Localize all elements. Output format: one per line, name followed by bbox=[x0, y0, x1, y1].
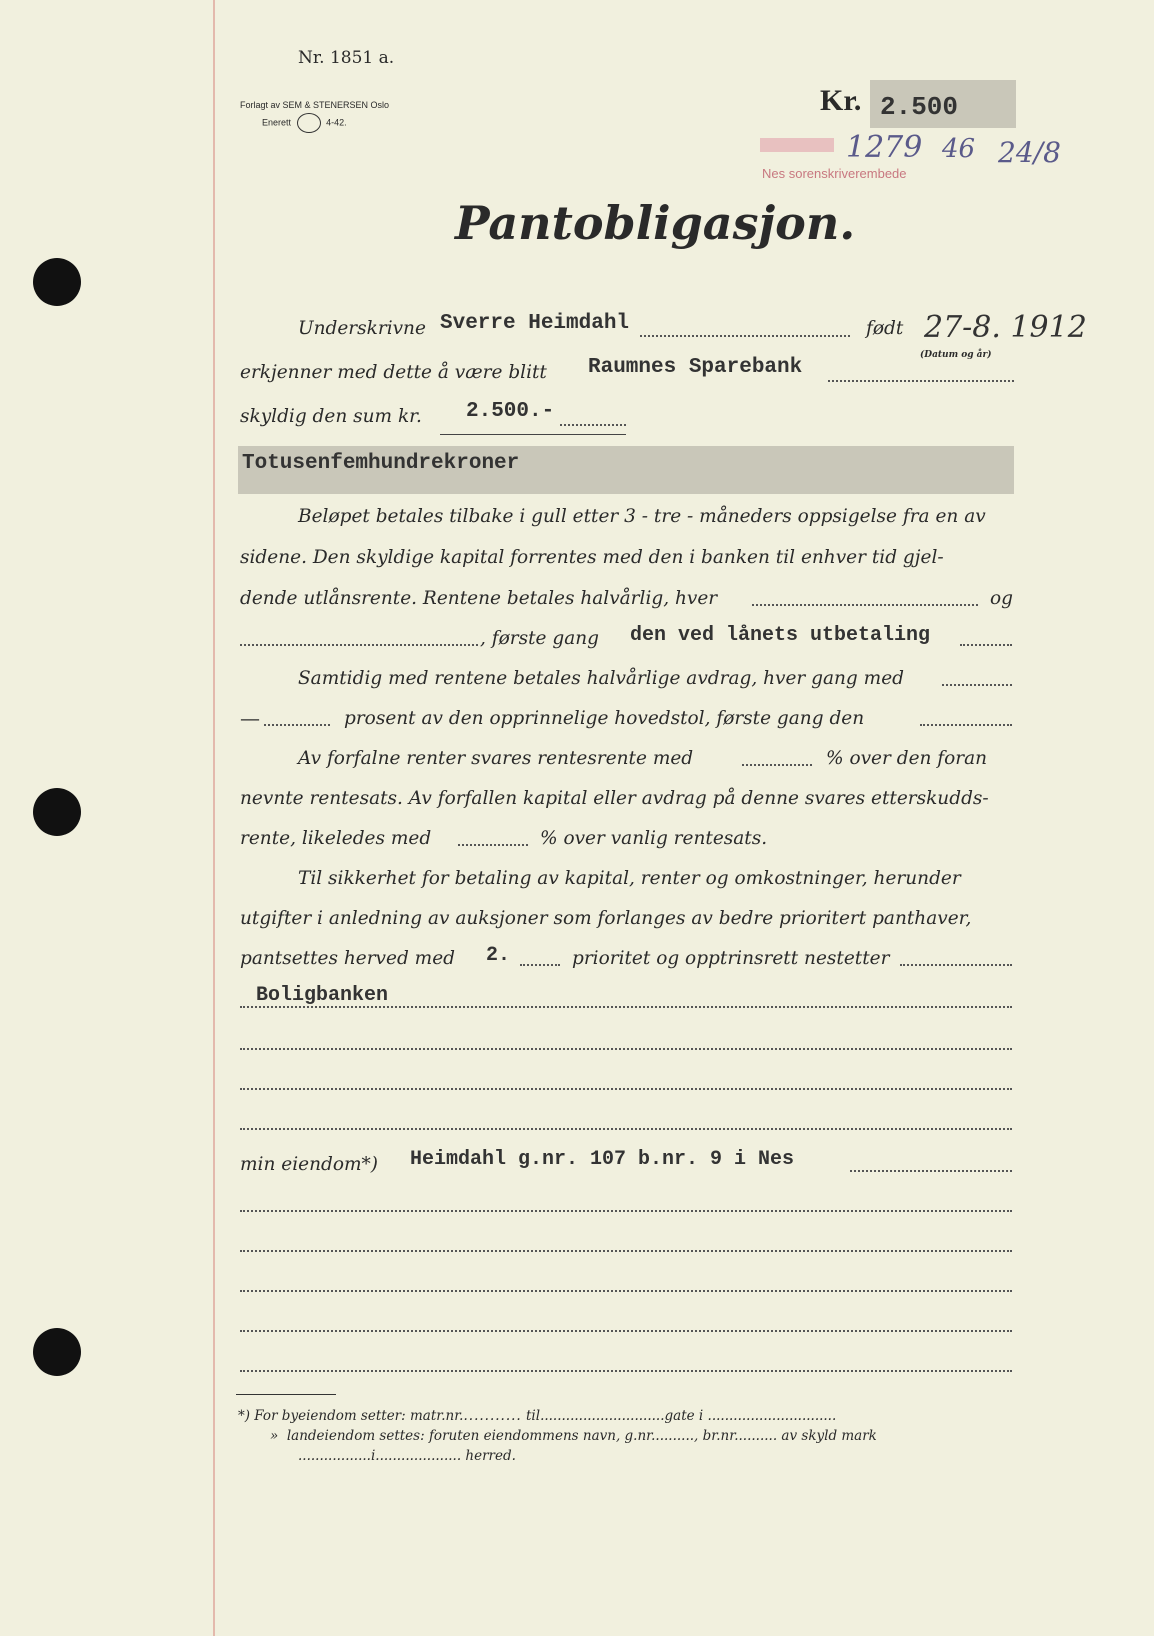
dotted-line bbox=[920, 724, 1012, 726]
dotted-line bbox=[640, 335, 850, 337]
punch-hole bbox=[33, 258, 81, 306]
priority-value: 2. bbox=[486, 944, 511, 967]
body-line: rente, likeledes med bbox=[240, 828, 432, 849]
owe-value: 2.500.- bbox=[466, 400, 555, 423]
installment-dash: — bbox=[240, 706, 260, 730]
dotted-line bbox=[960, 644, 1012, 646]
stamp-office: Nes sorenskriverembede bbox=[762, 166, 907, 181]
born-hint: (Datum og år) bbox=[920, 350, 992, 360]
red-stamp-mark bbox=[760, 138, 834, 152]
stamp-number: 1279 bbox=[846, 130, 923, 165]
dotted-line bbox=[240, 1006, 1012, 1008]
footnote-line-2: » landeiendom settes: foruten eiendommens navn, g.nr.........., br.nr.......... av skyld mark bbox=[270, 1428, 877, 1444]
publisher-logo-icon bbox=[297, 113, 321, 133]
born-value: 27-8. 1912 bbox=[924, 310, 1087, 345]
footnote-line-1: *) For byeiendom setter: matr.nr............ til.............................gate i .............................. bbox=[238, 1408, 837, 1424]
stamp-date: 24/8 bbox=[998, 136, 1061, 169]
dotted-line bbox=[742, 764, 812, 766]
dotted-line bbox=[240, 1210, 1012, 1212]
owe-label: skyldig den sum kr. bbox=[240, 406, 422, 427]
dotted-line bbox=[458, 844, 528, 846]
dotted-line bbox=[240, 1370, 1012, 1372]
dotted-line bbox=[240, 1128, 1012, 1130]
kr-amount: 2.500 bbox=[880, 92, 959, 122]
punch-hole bbox=[33, 1328, 81, 1376]
body-line: Til sikkerhet for betaling av kapital, renter og omkostninger, herunder bbox=[298, 868, 961, 889]
document-title: Pantobligasjon. bbox=[455, 196, 856, 250]
footnote-rule bbox=[236, 1394, 336, 1395]
body-line: sidene. Den skyldige kapital forrentes med den i banken til enhver tid gjel- bbox=[240, 547, 944, 568]
form-number: Nr. 1851 a. bbox=[298, 48, 395, 68]
body-line: Samtidig med rentene betales halvårlige avdrag, hver gang med bbox=[298, 668, 904, 689]
first-payment-value: den ved lånets utbetaling bbox=[630, 624, 931, 647]
publisher-line: Forlagt av SEM & STENERSEN Oslo bbox=[240, 100, 390, 110]
dotted-line bbox=[752, 604, 978, 606]
margin-line bbox=[213, 0, 215, 1636]
dotted-line bbox=[942, 684, 1012, 686]
body-line: dende utlånsrente. Rentene betales halvårlig, hver bbox=[240, 588, 718, 609]
acknowledge-label: erkjenner med dette å være blitt bbox=[240, 362, 547, 383]
dotted-line bbox=[560, 424, 626, 426]
kr-label: Kr. bbox=[820, 84, 862, 117]
amount-words: Totusenfemhundrekroner bbox=[242, 452, 520, 475]
dotted-line bbox=[520, 964, 560, 966]
stamp-year: 46 bbox=[942, 134, 976, 164]
body-line: Av forfalne renter svares rentesrente med bbox=[298, 748, 694, 769]
property-value: Heimdahl g.nr. 107 b.nr. 9 i Nes bbox=[410, 1148, 795, 1171]
creditor-value: Raumnes Sparebank bbox=[588, 356, 803, 379]
undersigned-label: Underskrivne bbox=[298, 318, 426, 339]
dotted-line bbox=[240, 1088, 1012, 1090]
dotted-line bbox=[240, 644, 478, 646]
body-line: nevnte rentesats. Av forfallen kapital eller avdrag på denne svares etterskudds- bbox=[240, 788, 989, 809]
body-line: prioritet og opptrinsrett nestetter bbox=[572, 948, 890, 969]
dotted-line bbox=[264, 724, 330, 726]
undersigned-value: Sverre Heimdahl bbox=[440, 312, 630, 335]
body-line: utgifter i anledning av auksjoner som forlanges av bedre prioritert panthaver, bbox=[240, 908, 972, 929]
dotted-line bbox=[240, 1048, 1012, 1050]
dotted-line bbox=[828, 380, 1014, 382]
property-label: min eiendom*) bbox=[240, 1154, 378, 1175]
body-line: , første gang bbox=[480, 628, 599, 649]
dotted-line bbox=[240, 1290, 1012, 1292]
punch-hole bbox=[33, 788, 81, 836]
body-line: % over vanlig rentesats. bbox=[540, 828, 768, 849]
born-label: født bbox=[866, 318, 904, 339]
underline bbox=[440, 434, 626, 435]
prior-mortgagee-value: Boligbanken bbox=[256, 984, 389, 1007]
dotted-line bbox=[240, 1250, 1012, 1252]
publisher-line-2: Enerett 4-42. bbox=[262, 113, 347, 133]
dotted-line bbox=[850, 1170, 1012, 1172]
body-line: pantsettes herved med bbox=[240, 948, 456, 969]
body-line: og bbox=[990, 588, 1013, 609]
dotted-line bbox=[240, 1330, 1012, 1332]
body-line: prosent av den opprinnelige hovedstol, første gang den bbox=[344, 708, 865, 729]
body-line: % over den foran bbox=[826, 748, 988, 769]
body-line: Beløpet betales tilbake i gull etter 3 - tre - måneders oppsigelse fra en av bbox=[298, 506, 986, 527]
footnote-line-3: .................i.................... herred. bbox=[298, 1448, 516, 1464]
dotted-line bbox=[900, 964, 1012, 966]
